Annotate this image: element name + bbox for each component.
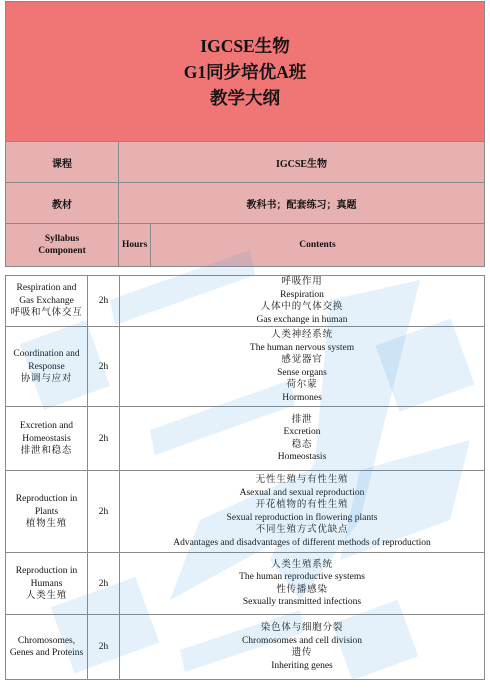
contents-cell: [120, 407, 485, 471]
contents-cell: [120, 276, 485, 327]
content-line: Sense organs: [277, 367, 327, 378]
course-label: 课程: [6, 142, 119, 183]
title-line-1: IGCSE生物: [200, 35, 290, 56]
hours-cell: 2h: [88, 471, 120, 553]
hours-cell: 2h: [88, 553, 120, 615]
title-line-3: 教学大纲: [210, 87, 280, 108]
content-line: 人类神经系统: [271, 330, 333, 341]
contents-column-header: Contents: [151, 224, 485, 267]
component-cell: [6, 615, 88, 680]
content-line: Chromosomes and cell division: [241, 635, 363, 646]
component-line: 协调与应对: [20, 374, 73, 385]
component-line: Genes and Proteins: [9, 648, 84, 659]
component-line: 人类生殖: [25, 591, 68, 602]
component-line: Chromosomes,: [17, 635, 76, 646]
content-line: Sexual reproduction in flowering plants: [226, 512, 378, 523]
content-line: Excretion: [283, 427, 321, 438]
content-line: 呼吸作用: [281, 277, 323, 287]
component-line: 呼吸和气体交互: [10, 308, 83, 319]
content-line: 荷尔蒙: [286, 380, 318, 391]
component-line: 排泄和稳态: [20, 446, 73, 457]
content-line: 稳态: [291, 439, 313, 450]
content-line: The human nervous system: [249, 342, 355, 353]
content-line: Asexual and sexual reproduction: [239, 487, 365, 498]
content-line: 性传播感染: [276, 584, 328, 595]
table-row: [6, 327, 485, 407]
component-line: Excretion and: [19, 420, 74, 431]
component-cell: [6, 553, 88, 615]
contents-cell: [120, 615, 485, 680]
content-line: The human reproductive systems: [239, 572, 365, 583]
syllabus-body-table: [5, 275, 485, 680]
textbook-row: [6, 183, 485, 224]
component-line: Gas Exchange: [19, 295, 74, 306]
course-row: [6, 142, 485, 183]
table-row: [6, 553, 485, 615]
component-cell: [6, 471, 88, 553]
component-line: Coordination and: [13, 348, 80, 359]
content-line: Gas exchange in human: [256, 314, 348, 325]
content-line: Sexually transmitted infections: [242, 597, 362, 608]
content-line: 排泄: [291, 414, 313, 425]
component-line: 植物生殖: [25, 519, 68, 530]
textbook-label: 教材: [6, 183, 119, 224]
hours-cell: 2h: [88, 276, 120, 327]
title-block: [6, 2, 485, 142]
component-cell: [6, 407, 88, 471]
content-line: 无性生殖与有性生殖: [255, 475, 349, 486]
content-line: 人体中的气体交换: [260, 302, 344, 313]
hours-cell: 2h: [88, 407, 120, 471]
component-line: Response: [28, 361, 65, 372]
table-row: [6, 615, 485, 680]
content-line: 开花植物的有性生殖: [255, 500, 349, 511]
content-line: 遗传: [291, 648, 313, 659]
content-line: Homeostasis: [277, 452, 327, 463]
content-line: Respiration: [280, 289, 324, 300]
contents-cell: [120, 327, 485, 407]
title-line-2: G1同步培优A班: [183, 61, 307, 82]
component-line: Plants: [34, 506, 59, 517]
component-cell: [6, 276, 88, 327]
component-line: Humans: [30, 578, 63, 589]
component-column-header: Syllabus Component: [6, 224, 119, 267]
contents-cell: [120, 471, 485, 553]
component-cell: [6, 327, 88, 407]
table-row: [6, 471, 485, 553]
content-line: Hormones: [282, 393, 322, 404]
contents-cell: [120, 553, 485, 615]
hours-column-header: Hours: [119, 224, 151, 267]
table-row: [6, 276, 485, 327]
component-line: Reproduction in: [15, 565, 78, 576]
table-row: [6, 407, 485, 471]
hours-cell: 2h: [88, 327, 120, 407]
component-line: Reproduction in: [15, 493, 78, 504]
content-line: 不同生殖方式优缺点: [255, 525, 349, 536]
hours-cell: 2h: [88, 615, 120, 680]
content-line: 感觉器官: [281, 355, 323, 366]
course-value: IGCSE生物: [119, 142, 485, 183]
content-line: Advantages and disadvantages of different methods of reproduction: [173, 538, 431, 549]
textbook-value: 教科书；配套练习；真题: [119, 183, 485, 224]
component-line: Respiration and: [16, 283, 77, 294]
content-line: Inheriting genes: [271, 660, 333, 671]
component-line: Homeostasis: [22, 433, 71, 444]
column-header-row: [6, 224, 485, 267]
syllabus-header-table: [5, 1, 485, 267]
content-line: 染色体与细胞分裂: [260, 623, 344, 634]
content-line: 人类生殖系统: [271, 559, 333, 570]
